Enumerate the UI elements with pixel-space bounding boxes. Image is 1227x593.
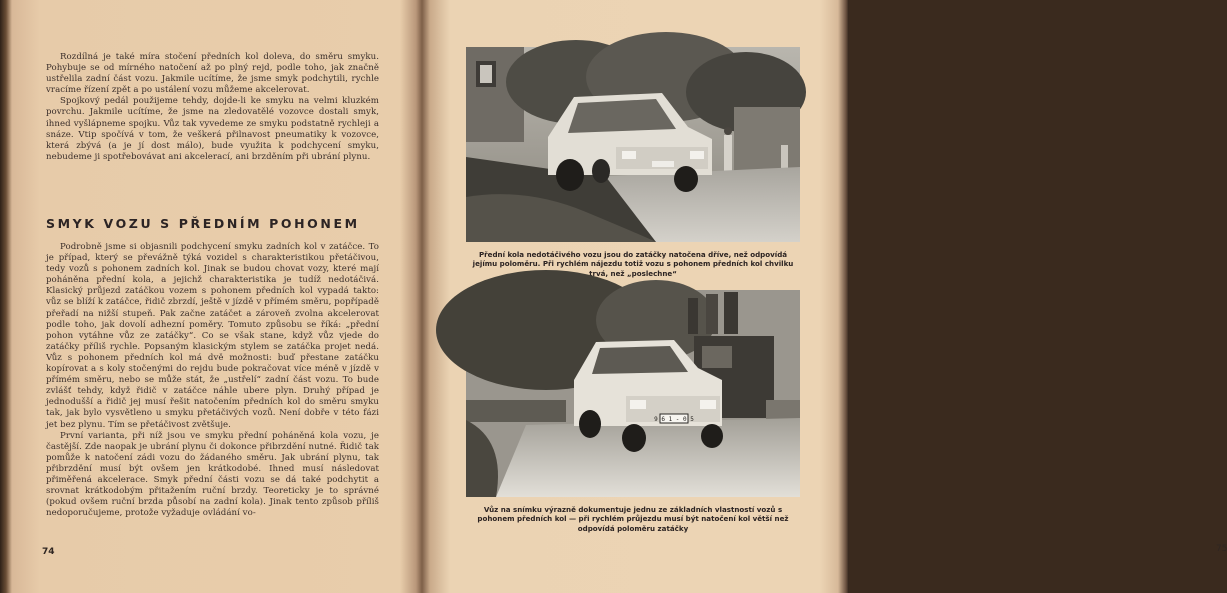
photo-car-front-wheel-drive [466,290,800,497]
intro-text [46,52,379,163]
page-number: 75 [1216,544,1227,554]
paragraph: Rozdílná je také míra stočení předních kol doleva, do směru smyku. Pohybuje se od mírného natočení až po plný rejd, podle toho, jak značně ustřelila zadní část vozu. Jakmile ucítíme, že jsme smyk podchytili, rychle vracíme řízení zpět a po ustálení vozu můžeme akcelerovat. [46,52,379,96]
main-text [46,242,379,519]
license-plate-text: 9 6 1 - 0 5 [654,416,694,423]
photo-image [466,47,800,242]
page-number: 74 [42,547,55,557]
paragraph: Podrobně jsme si objasnili podchycení smyku zadních kol v zatáčce. To je případ, který se převážně týká vozidel s charakteristikou přetáčivou, tedy vozů s pohonem zadních kol. Jinak se budou chovat vozy, které mají poháněna přední kola, a jejichž charakteristika je tudíž nedotáčivá. Klasický průjezd zatáčkou vozem s pohonem předních kol vypadá takto: vůz se blíží k zatáčce, řidič zbrzdí, ještě v jízdě v přímém směru, popřípadě přeřadí na nižší stupeň. Pak začne zatáčet a zároveň zvolna akcelerovat podle toho, jak dovolí adhezní poměry. Tomuto způsobu se říká: „přední pohon vytáhne vůz ze zatáčky“. Co se však stane, když vůz vjede do zatáčky příliš rychle. Popsaným klasickým stylem se zatáčka projet nedá. Vůz s pohonem předních kol má dvě možnosti: buď přestane zatáčku kopírovat a s koly stočenými do rejdu bude pokračovat více méně v jízdě v přímém směru, nebo se může stát, že „ustřelí“ zadní část vozu. To bude zvlášť tehdy, když řidič v zatáčce náhle ubere plyn. Druhý případ je jednodušší a řidič jej musí řešit natočením předních kol do směru smyku tak, jak bylo vysvětleno u smyku přetáčivých vozů. Není dobře v této fázi jet bez plynu. Tím se přetáčivost zvětšuje. [46,242,379,430]
photo-caption-bottom: Vůz na snímku výrazně dokumentuje jednu ze základních vlastností vozů s pohonem předních kol — při rychlém průjezdu musí být natočení kol větší než odpovídá poloměru zatáčky [477,505,789,533]
photo-image [466,290,800,497]
photo-caption-top: Přední kola nedotáčivého vozu jsou do zatáčky natočena dříve, než odpovídá jejímu poloměru. Při rychlém nájezdu totiž vozu s pohonem předních kol chvilku trvá, než „poslechne“ [472,250,794,278]
right-page [424,0,1227,593]
section-heading: SMYK VOZU S PŘEDNÍM POHONEM [46,216,360,231]
photo-car-entering-curve [466,47,800,242]
left-page [0,0,420,593]
paragraph: Spojkový pedál použijeme tehdy, dojde-li ke smyku na velmi kluzkém povrchu. Jakmile ucítíme, že jsme na zledovatělé vozovce dostali smyk, ihned vyšlápneme spojku. Vůz tak vyvedeme ze smyku podstatně rychleji a snáze. Vtip spočívá v tom, že veškerá přilnavost pneumatiky k vozovce, která zbývá (a je jí dost málo), bude využita k podchycení smyku, nebudeme ji spotřebovávat ani akcelerací, ani brzděním při ubrání plynu. [46,96,379,162]
paragraph: První varianta, při níž jsou ve smyku přední poháněná kola vozu, je častější. Zde naopak je ubrání plynu či dokonce přibrzdění nutné. Řidič tak pomůže k natočení zádi vozu do žádaného směru. Jak ubrání plynu, tak přibrzdění musí být ovšem jen krátkodobé. Ihned musí následovat přiměřená akcelerace. Smyk přední části vozu se dá také podchytit a srovnat krátkodobým přitažením ruční brzdy. Teoreticky je to správné (pokud ovšem ruční brzda působí na zadní kola). Jinak tento způsob příliš nedoporučujeme, protože vyžaduje ovládání vo- [46,430,379,519]
